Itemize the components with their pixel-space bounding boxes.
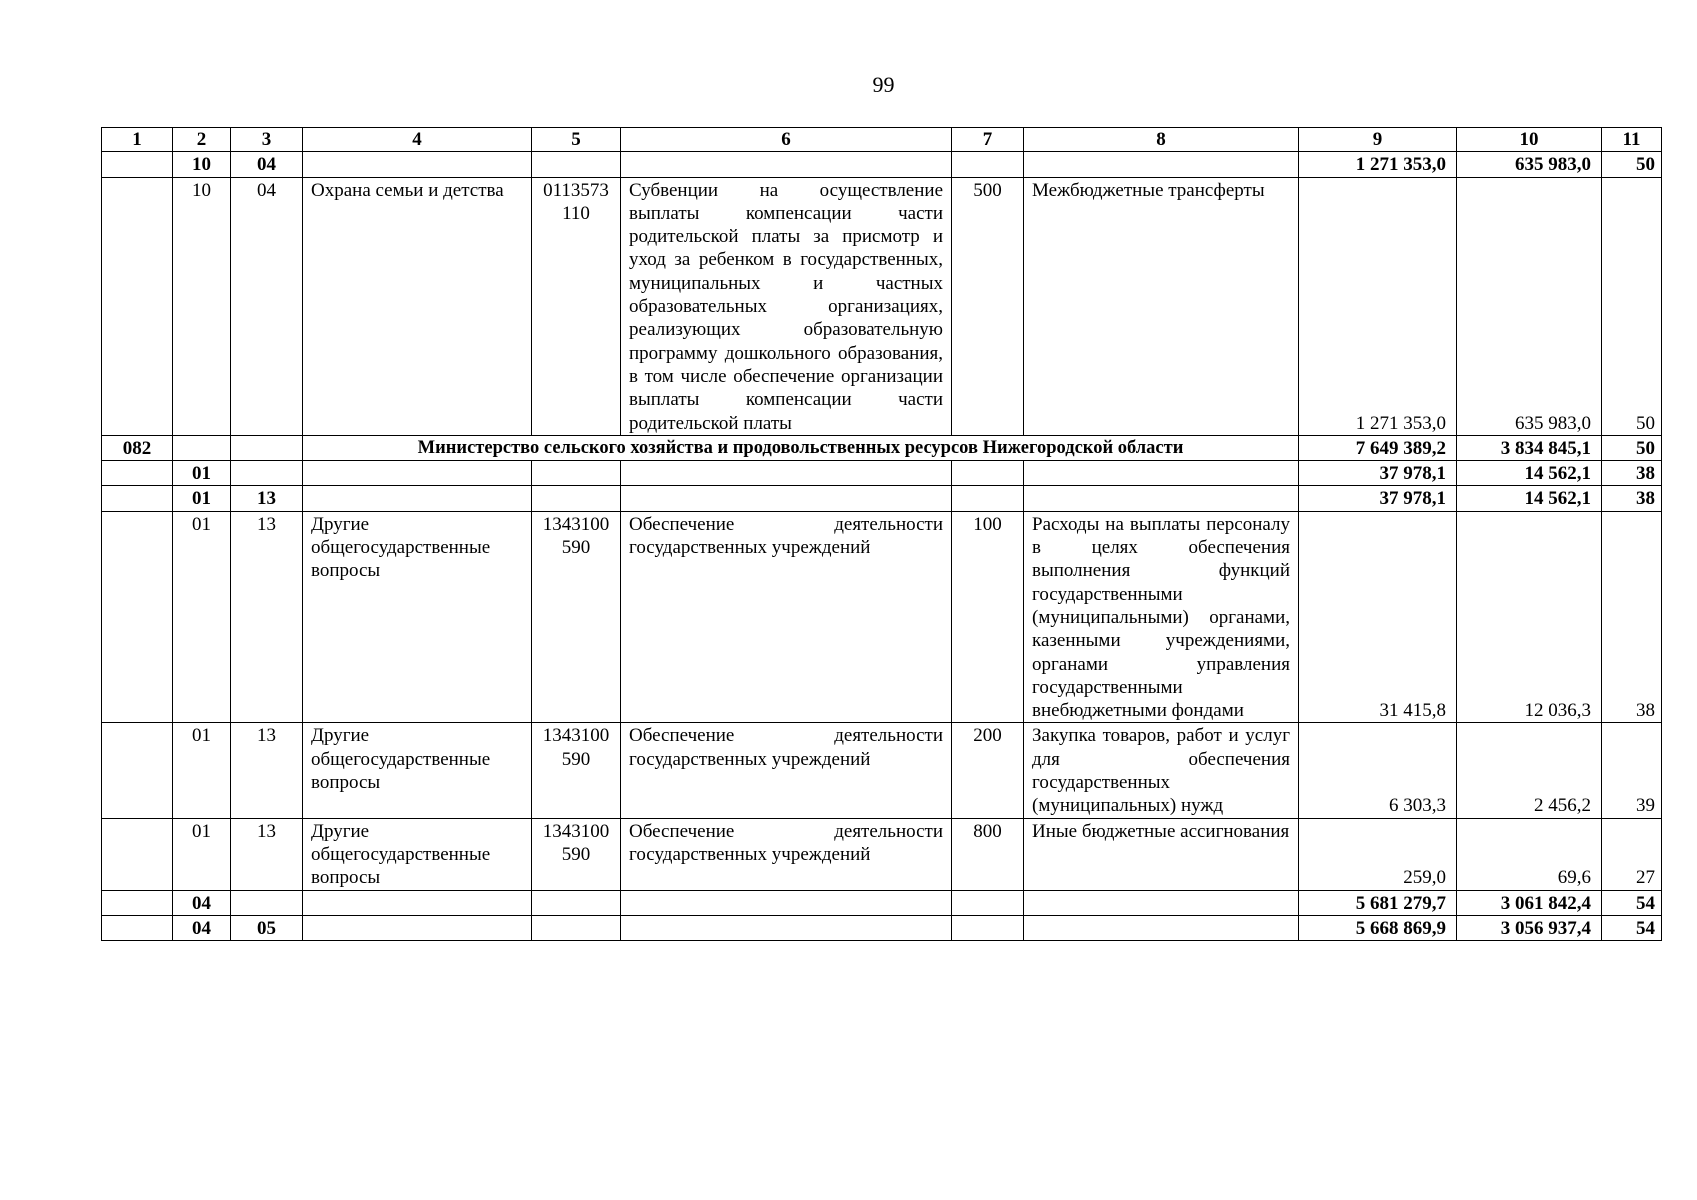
cell-col9: 6 303,3 [1299,723,1457,818]
cell-col10: 3 056 937,4 [1457,915,1602,940]
cell-col1 [102,152,173,177]
budget-table [101,127,1662,941]
subtotal-row [102,152,1662,177]
cell-col7 [952,461,1024,486]
cell-col9: 259,0 [1299,818,1457,890]
cell-col11: 54 [1602,890,1662,915]
column-header: 3 [231,128,303,152]
cell-col8: Межбюджетные трансферты [1024,177,1299,435]
cell-col4 [303,152,532,177]
cell-col6 [621,915,952,940]
cell-col6: Обеспечение деятельности государственных учреждений [621,818,952,890]
cell-col10: 69,6 [1457,818,1602,890]
cell-col5 [532,461,621,486]
cell-col5 [532,152,621,177]
cell-col2: 01 [173,723,231,818]
cell-col6: Обеспечение деятельности государственных учреждений [621,511,952,723]
cell-col8 [1024,152,1299,177]
ministry-title: Министерство сельского хозяйства и продовольственных ресурсов Нижегородской области [303,435,1299,460]
cell-col1 [102,915,173,940]
cell-col3: 05 [231,915,303,940]
cell-col5: 1343100590 [532,511,621,723]
subtotal-row [102,461,1662,486]
ministry-row [102,435,1662,460]
cell-col2: 01 [173,818,231,890]
cell-col1 [102,486,173,511]
cell-col6 [621,486,952,511]
cell-col6 [621,152,952,177]
column-header: 8 [1024,128,1299,152]
cell-col7: 800 [952,818,1024,890]
page-number: 99 [872,72,895,97]
cell-col3: 13 [231,723,303,818]
cell-col6 [621,890,952,915]
subtotal-row [102,486,1662,511]
column-header: 9 [1299,128,1457,152]
cell-col4 [303,890,532,915]
cell-col6 [621,461,952,486]
cell-col8 [1024,486,1299,511]
cell-col4: Другие общегосударственные вопросы [303,511,532,723]
cell-col3: 13 [231,511,303,723]
detail-row [102,818,1662,890]
cell-col4: Другие общегосударственные вопросы [303,723,532,818]
subtotal-row [102,915,1662,940]
cell-col8: Закупка товаров, работ и услуг для обеспечения государственных (муниципальных) нужд [1024,723,1299,818]
cell-col8 [1024,915,1299,940]
cell-col2: 04 [173,915,231,940]
cell-col11: 50 [1602,435,1662,460]
cell-col4: Другие общегосударственные вопросы [303,818,532,890]
cell-col6: Обеспечение деятельности государственных учреждений [621,723,952,818]
cell-col11: 50 [1602,152,1662,177]
cell-col3 [231,461,303,486]
cell-col11: 38 [1602,511,1662,723]
cell-col9: 37 978,1 [1299,461,1457,486]
column-header: 1 [102,128,173,152]
cell-col10: 14 562,1 [1457,461,1602,486]
cell-col11: 27 [1602,818,1662,890]
cell-col9: 1 271 353,0 [1299,152,1457,177]
cell-col6: Субвенции на осуществление выплаты компенсации части родительской платы за присмотр и уход за ребенком в государственных, муниципальных и частных образовательных организациях, реализующих образовательную программу дошкольного образования, в том числе обеспечение организации выплаты компенсации части родительской платы [621,177,952,435]
cell-col3: 04 [231,177,303,435]
cell-col7: 200 [952,723,1024,818]
cell-col5 [532,890,621,915]
cell-col4: Охрана семьи и детства [303,177,532,435]
detail-row [102,177,1662,435]
cell-col10: 3 061 842,4 [1457,890,1602,915]
cell-col2: 10 [173,152,231,177]
cell-col3 [231,435,303,460]
cell-col3: 04 [231,152,303,177]
cell-col1 [102,511,173,723]
cell-col4 [303,486,532,511]
column-header: 7 [952,128,1024,152]
column-number-row [102,128,1662,152]
cell-col9: 37 978,1 [1299,486,1457,511]
cell-col11: 38 [1602,486,1662,511]
cell-col5: 0113573110 [532,177,621,435]
cell-col9: 31 415,8 [1299,511,1457,723]
cell-col11: 39 [1602,723,1662,818]
cell-col2: 01 [173,486,231,511]
cell-col5: 1343100590 [532,818,621,890]
detail-row [102,511,1662,723]
cell-col10: 12 036,3 [1457,511,1602,723]
cell-col9: 5 668 869,9 [1299,915,1457,940]
detail-row [102,723,1662,818]
cell-col7: 500 [952,177,1024,435]
cell-col10: 3 834 845,1 [1457,435,1602,460]
column-header: 2 [173,128,231,152]
cell-col2: 10 [173,177,231,435]
cell-col10: 14 562,1 [1457,486,1602,511]
column-header: 10 [1457,128,1602,152]
cell-col7 [952,915,1024,940]
cell-col1 [102,890,173,915]
cell-col8 [1024,461,1299,486]
cell-col11: 38 [1602,461,1662,486]
column-header: 5 [532,128,621,152]
cell-col1 [102,723,173,818]
cell-col4 [303,915,532,940]
cell-col10: 635 983,0 [1457,177,1602,435]
cell-col5 [532,915,621,940]
cell-col9: 1 271 353,0 [1299,177,1457,435]
cell-col11: 50 [1602,177,1662,435]
cell-col7 [952,152,1024,177]
column-header: 4 [303,128,532,152]
cell-col1 [102,461,173,486]
cell-col7 [952,890,1024,915]
cell-col1 [102,818,173,890]
cell-col3: 13 [231,486,303,511]
cell-col10: 635 983,0 [1457,152,1602,177]
cell-col11: 54 [1602,915,1662,940]
cell-col2 [173,435,231,460]
cell-col5: 1343100590 [532,723,621,818]
cell-col2: 04 [173,890,231,915]
cell-col8 [1024,890,1299,915]
cell-col5 [532,486,621,511]
cell-col1 [102,177,173,435]
cell-col2: 01 [173,461,231,486]
cell-col3 [231,890,303,915]
cell-col1: 082 [102,435,173,460]
subtotal-row [102,890,1662,915]
cell-col9: 5 681 279,7 [1299,890,1457,915]
column-header: 6 [621,128,952,152]
column-header: 11 [1602,128,1662,152]
cell-col10: 2 456,2 [1457,723,1602,818]
cell-col9: 7 649 389,2 [1299,435,1457,460]
cell-col4 [303,461,532,486]
cell-col3: 13 [231,818,303,890]
cell-col8: Расходы на выплаты персоналу в целях обеспечения выполнения функций государственными (муниципальными) органами, казенными учреждениями, органами управления государственными внебюджетными фондами [1024,511,1299,723]
cell-col8: Иные бюджетные ассигнования [1024,818,1299,890]
cell-col7 [952,486,1024,511]
cell-col7: 100 [952,511,1024,723]
cell-col2: 01 [173,511,231,723]
